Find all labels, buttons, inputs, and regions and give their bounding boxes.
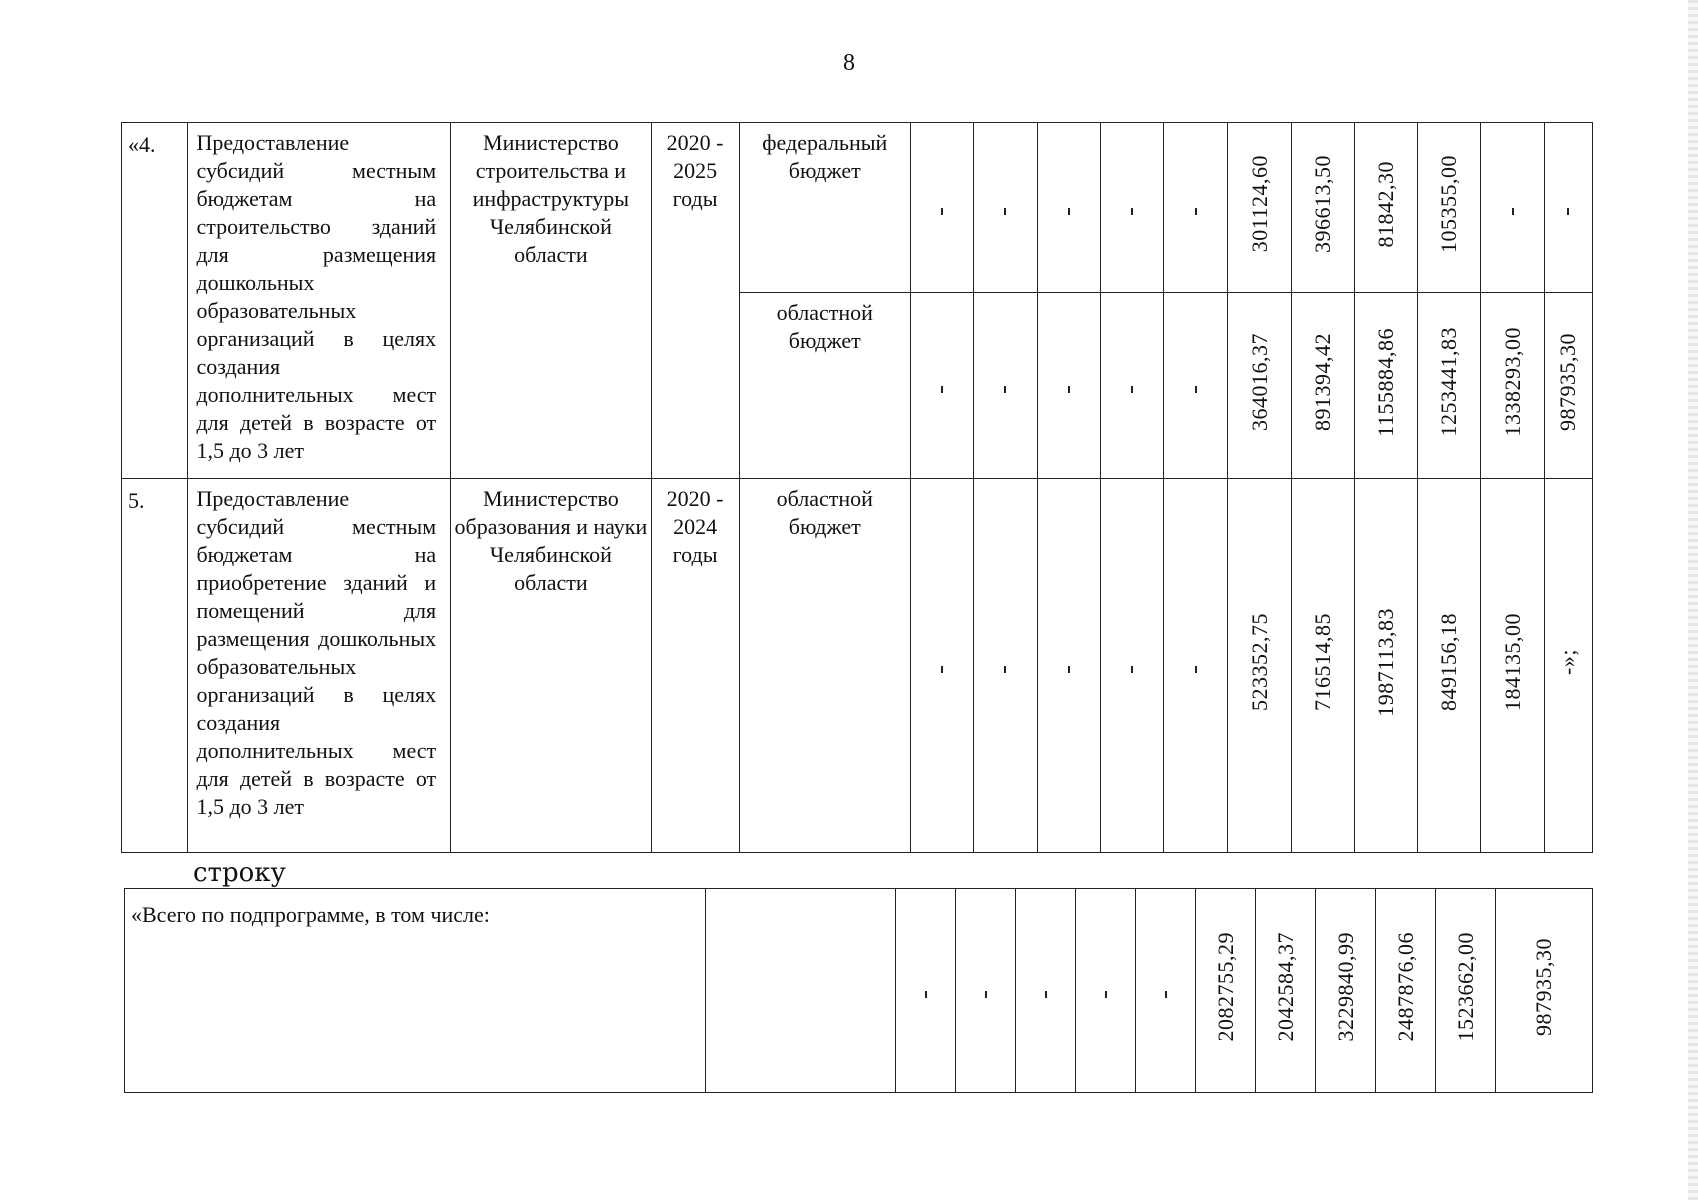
value-cell [1164, 293, 1228, 479]
value-cell [1228, 479, 1291, 853]
value-cell [974, 123, 1037, 293]
dash-mark [1195, 386, 1197, 393]
executor: Министерство строительства и инфраструктуры Челябинской области [451, 123, 651, 479]
value-text: 1987113,83 [1373, 607, 1399, 717]
value-text: 1253441,83 [1436, 327, 1462, 437]
dash-mark [1105, 991, 1107, 998]
value-text: 2487876,06 [1392, 932, 1418, 1042]
value-cell [974, 293, 1037, 479]
dash-mark [941, 208, 943, 215]
value-text: 364016,37 [1246, 333, 1272, 431]
page-number: 8 [843, 50, 855, 76]
dash-mark [1068, 386, 1070, 393]
value-cell [1436, 889, 1496, 1093]
dash-mark [1068, 666, 1070, 673]
value-cell [1100, 123, 1163, 293]
value-cell [1354, 123, 1417, 293]
caption-text: строку [193, 858, 286, 888]
dash-mark [1131, 666, 1133, 673]
value-cell [1544, 293, 1592, 479]
value-cell [1100, 479, 1163, 853]
value-text: 1338293,00 [1499, 327, 1525, 437]
value-cell [1418, 123, 1481, 293]
value-cell [1418, 479, 1481, 853]
value-cell [1354, 479, 1417, 853]
value-text: 1155884,86 [1373, 327, 1399, 437]
measure-description: Предоставление субсидий местным бюджетам на строительство зданий для размещения дошкольных образовательных организаций в целях создания дополнительных мест для детей в возрасте от 1,5 до 3 лет [188, 123, 451, 479]
dash-mark [985, 991, 987, 998]
budget-source: федеральный бюджет [739, 123, 911, 293]
dash-mark [1068, 208, 1070, 215]
value-cell [1481, 123, 1544, 293]
value-cell [1544, 123, 1592, 293]
value-text: 184135,00 [1499, 613, 1525, 711]
dash-mark [1004, 386, 1006, 393]
value-cell [1037, 293, 1100, 479]
dash-mark [1195, 666, 1197, 673]
value-cell [1037, 479, 1100, 853]
dash-mark [1512, 208, 1514, 215]
value-cell [1481, 479, 1544, 853]
value-cell [1164, 479, 1228, 853]
value-cell [1016, 889, 1076, 1093]
value-text: 2082755,29 [1212, 932, 1238, 1042]
dash-mark [925, 991, 927, 998]
value-cell [1316, 889, 1376, 1093]
value-cell [1228, 293, 1291, 479]
value-cell [1076, 889, 1136, 1093]
dash-mark [1195, 208, 1197, 215]
value-cell [1291, 293, 1354, 479]
value-cell [1196, 889, 1256, 1093]
value-text: -»; [1555, 649, 1581, 675]
value-text: 849156,18 [1436, 613, 1462, 711]
executor: Министерство образования и науки Челябинской области [451, 479, 651, 853]
value-cell [1496, 889, 1593, 1093]
value-cell [1256, 889, 1316, 1093]
value-text: 1523662,00 [1452, 932, 1478, 1042]
scan-edge [1688, 0, 1698, 1200]
dash-mark [1004, 208, 1006, 215]
dash-mark [1165, 991, 1167, 998]
value-text: 105355,00 [1436, 155, 1462, 253]
value-cell [1228, 123, 1291, 293]
table-row [122, 123, 1593, 293]
table-row [122, 479, 1593, 853]
value-text: 987935,30 [1531, 938, 1556, 1036]
value-text: 2042584,37 [1272, 932, 1298, 1042]
value-cell [1100, 293, 1163, 479]
value-text: 81842,30 [1373, 160, 1399, 248]
value-cell [956, 889, 1016, 1093]
value-cell [911, 293, 974, 479]
value-cell [1164, 123, 1228, 293]
value-cell [1481, 293, 1544, 479]
value-cell [1037, 123, 1100, 293]
value-cell [974, 479, 1037, 853]
table-row [125, 889, 1593, 1093]
value-cell [1354, 293, 1417, 479]
value-cell [1291, 479, 1354, 853]
value-text: 891394,42 [1309, 333, 1335, 431]
value-text: 716514,85 [1309, 613, 1335, 711]
empty-cell [706, 889, 896, 1093]
period: 2020 - 2024 годы [651, 479, 739, 853]
value-text: 3229840,99 [1332, 932, 1358, 1042]
value-text: 987935,30 [1555, 333, 1581, 431]
row-number: 5. [122, 479, 188, 853]
budget-source: областной бюджет [739, 293, 911, 479]
value-cell [1291, 123, 1354, 293]
budget-source: областной бюджет [739, 479, 911, 853]
period: 2020 - 2025 годы [651, 123, 739, 479]
program-table [121, 122, 1593, 853]
dash-mark [1004, 666, 1006, 673]
dash-mark [941, 666, 943, 673]
value-text: 523352,75 [1246, 613, 1272, 711]
value-cell [911, 479, 974, 853]
value-cell [911, 123, 974, 293]
measure-description: Предоставление субсидий местным бюджетам на приобретение зданий и помещений для размещения дошкольных образовательных организаций в целях создания дополнительных мест для детей в возрасте от 1,5 до 3 лет [188, 479, 451, 853]
value-cell [896, 889, 956, 1093]
dash-mark [1131, 208, 1133, 215]
value-cell [1376, 889, 1436, 1093]
value-text: 396613,50 [1309, 155, 1335, 253]
total-label: «Всего по подпрограмме, в том числе: [125, 889, 706, 1093]
total-table [124, 888, 1593, 1093]
dash-mark [1045, 991, 1047, 998]
dash-mark [1567, 208, 1569, 215]
value-cell [1136, 889, 1196, 1093]
row-number: «4. [122, 123, 188, 479]
value-cell [1544, 479, 1592, 853]
dash-mark [1131, 386, 1133, 393]
dash-mark [941, 386, 943, 393]
value-text: 301124,60 [1246, 155, 1272, 253]
value-cell [1418, 293, 1481, 479]
